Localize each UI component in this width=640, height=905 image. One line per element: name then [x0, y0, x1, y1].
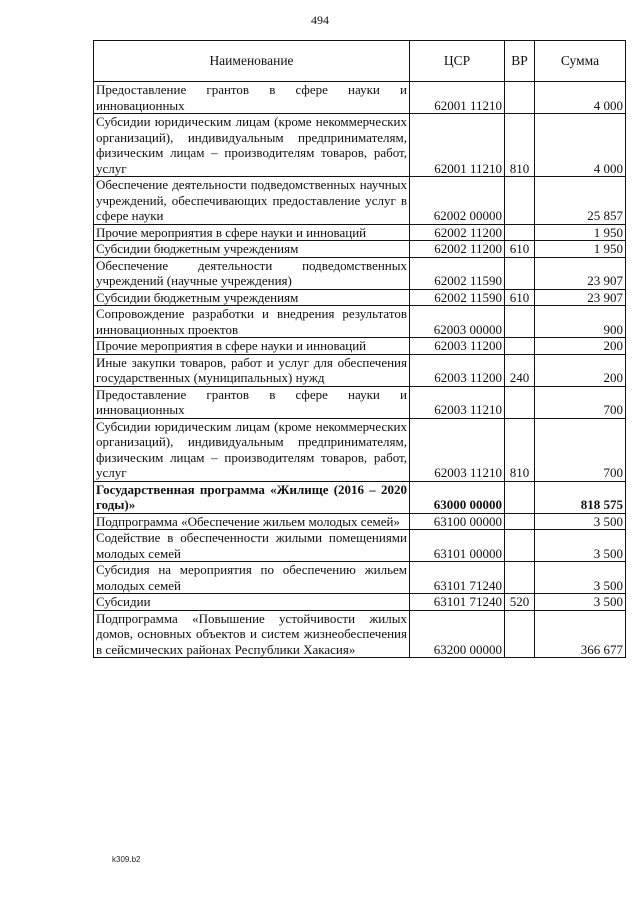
table-row	[94, 594, 626, 611]
row-csr-cell: 62003 11200	[410, 338, 505, 355]
table-row	[94, 114, 626, 177]
footer-code: k309.b2	[112, 855, 141, 864]
row-sum-cell: 1 950	[535, 224, 626, 241]
header-sum: Сумма	[535, 41, 626, 82]
row-vr-cell	[505, 82, 535, 114]
row-name-cell: Субсидия на мероприятия по обеспечению жильем молодых семей	[94, 562, 410, 594]
row-sum-cell: 700	[535, 386, 626, 418]
table-row	[94, 82, 626, 114]
row-sum-cell: 1 950	[535, 241, 626, 258]
table-row	[94, 177, 626, 225]
row-csr-cell: 63000 00000	[410, 481, 505, 513]
header-vr: ВР	[505, 41, 535, 82]
table-row	[94, 562, 626, 594]
row-csr-cell: 63101 71240	[410, 562, 505, 594]
row-name-cell: Субсидии юридическим лицам (кроме некоммерческих организаций), индивидуальным предпринимателям, физическим лицам – производителям товаров, работ, услуг	[94, 114, 410, 177]
row-vr-cell: 240	[505, 354, 535, 386]
row-name-cell: Подпрограмма «Обеспечение жильем молодых семей»	[94, 513, 410, 530]
row-sum-cell: 366 677	[535, 610, 626, 658]
row-name-cell: Прочие мероприятия в сфере науки и инноваций	[94, 338, 410, 355]
row-name-cell: Обеспечение деятельности подведомственных научных учреждений, обеспечивающих предоставление услуг в сфере науки	[94, 177, 410, 225]
row-vr-cell	[505, 177, 535, 225]
row-csr-cell: 62002 11200	[410, 224, 505, 241]
row-sum-cell: 3 500	[535, 513, 626, 530]
table-row	[94, 513, 626, 530]
row-name-cell: Субсидии бюджетным учреждениям	[94, 241, 410, 258]
row-csr-cell: 62003 11200	[410, 354, 505, 386]
row-sum-cell: 23 907	[535, 257, 626, 289]
row-csr-cell: 62003 11210	[410, 386, 505, 418]
row-csr-cell: 62001 11210	[410, 82, 505, 114]
row-vr-cell	[505, 562, 535, 594]
table-row	[94, 610, 626, 658]
row-sum-cell: 700	[535, 418, 626, 481]
row-sum-cell: 4 000	[535, 114, 626, 177]
row-name-cell: Субсидии бюджетным учреждениям	[94, 289, 410, 306]
row-sum-cell: 25 857	[535, 177, 626, 225]
row-vr-cell	[505, 386, 535, 418]
table-row	[94, 530, 626, 562]
row-vr-cell	[505, 306, 535, 338]
row-name-cell: Прочие мероприятия в сфере науки и инноваций	[94, 224, 410, 241]
row-vr-cell: 610	[505, 289, 535, 306]
row-name-cell: Подпрограмма «Повышение устойчивости жилых домов, основных объектов и систем жизнеобеспечения в сейсмических районах Республики Хакасия»	[94, 610, 410, 658]
row-vr-cell: 810	[505, 114, 535, 177]
row-vr-cell	[505, 513, 535, 530]
table-row	[94, 241, 626, 258]
row-csr-cell: 63100 00000	[410, 513, 505, 530]
row-vr-cell	[505, 338, 535, 355]
row-csr-cell: 62003 11210	[410, 418, 505, 481]
table-row	[94, 257, 626, 289]
row-csr-cell: 62001 11210	[410, 114, 505, 177]
table-body	[94, 82, 626, 658]
header-name: Наименование	[94, 41, 410, 82]
row-name-cell: Предоставление грантов в сфере науки и инновационных	[94, 82, 410, 114]
row-sum-cell: 200	[535, 354, 626, 386]
row-name-cell: Содействие в обеспеченности жилыми помещениями молодых семей	[94, 530, 410, 562]
row-vr-cell: 610	[505, 241, 535, 258]
table-row	[94, 338, 626, 355]
table-row	[94, 289, 626, 306]
table-header-row	[94, 41, 626, 82]
row-sum-cell: 4 000	[535, 82, 626, 114]
row-name-cell: Сопровождение разработки и внедрения результатов инновационных проектов	[94, 306, 410, 338]
row-csr-cell: 63200 00000	[410, 610, 505, 658]
row-sum-cell: 23 907	[535, 289, 626, 306]
table-row	[94, 386, 626, 418]
row-vr-cell: 810	[505, 418, 535, 481]
row-sum-cell: 818 575	[535, 481, 626, 513]
row-name-cell: Предоставление грантов в сфере науки и инновационных	[94, 386, 410, 418]
row-csr-cell: 62002 11590	[410, 257, 505, 289]
row-sum-cell: 900	[535, 306, 626, 338]
row-csr-cell: 62002 11590	[410, 289, 505, 306]
row-name-cell: Обеспечение деятельности подведомственных учреждений (научные учреждения)	[94, 257, 410, 289]
row-vr-cell	[505, 224, 535, 241]
row-name-cell: Субсидии юридическим лицам (кроме некоммерческих организаций), индивидуальным предпринимателям, физическим лицам – производителям товаров, работ, услуг	[94, 418, 410, 481]
row-vr-cell	[505, 610, 535, 658]
row-sum-cell: 200	[535, 338, 626, 355]
table-row	[94, 481, 626, 513]
header-csr: ЦСР	[410, 41, 505, 82]
table-row	[94, 418, 626, 481]
row-csr-cell: 62003 00000	[410, 306, 505, 338]
row-name-cell: Государственная программа «Жилище (2016 – 2020 годы)»	[94, 481, 410, 513]
row-csr-cell: 63101 71240	[410, 594, 505, 611]
table-row	[94, 224, 626, 241]
row-sum-cell: 3 500	[535, 530, 626, 562]
row-csr-cell: 63101 00000	[410, 530, 505, 562]
table-row	[94, 306, 626, 338]
row-sum-cell: 3 500	[535, 594, 626, 611]
budget-table	[93, 40, 626, 658]
row-vr-cell	[505, 481, 535, 513]
row-vr-cell	[505, 257, 535, 289]
page-number: 494	[311, 13, 329, 27]
row-csr-cell: 62002 11200	[410, 241, 505, 258]
row-vr-cell: 520	[505, 594, 535, 611]
row-sum-cell: 3 500	[535, 562, 626, 594]
table-row	[94, 354, 626, 386]
row-name-cell: Субсидии	[94, 594, 410, 611]
row-vr-cell	[505, 530, 535, 562]
row-name-cell: Иные закупки товаров, работ и услуг для обеспечения государственных (муниципальных) нужд	[94, 354, 410, 386]
row-csr-cell: 62002 00000	[410, 177, 505, 225]
